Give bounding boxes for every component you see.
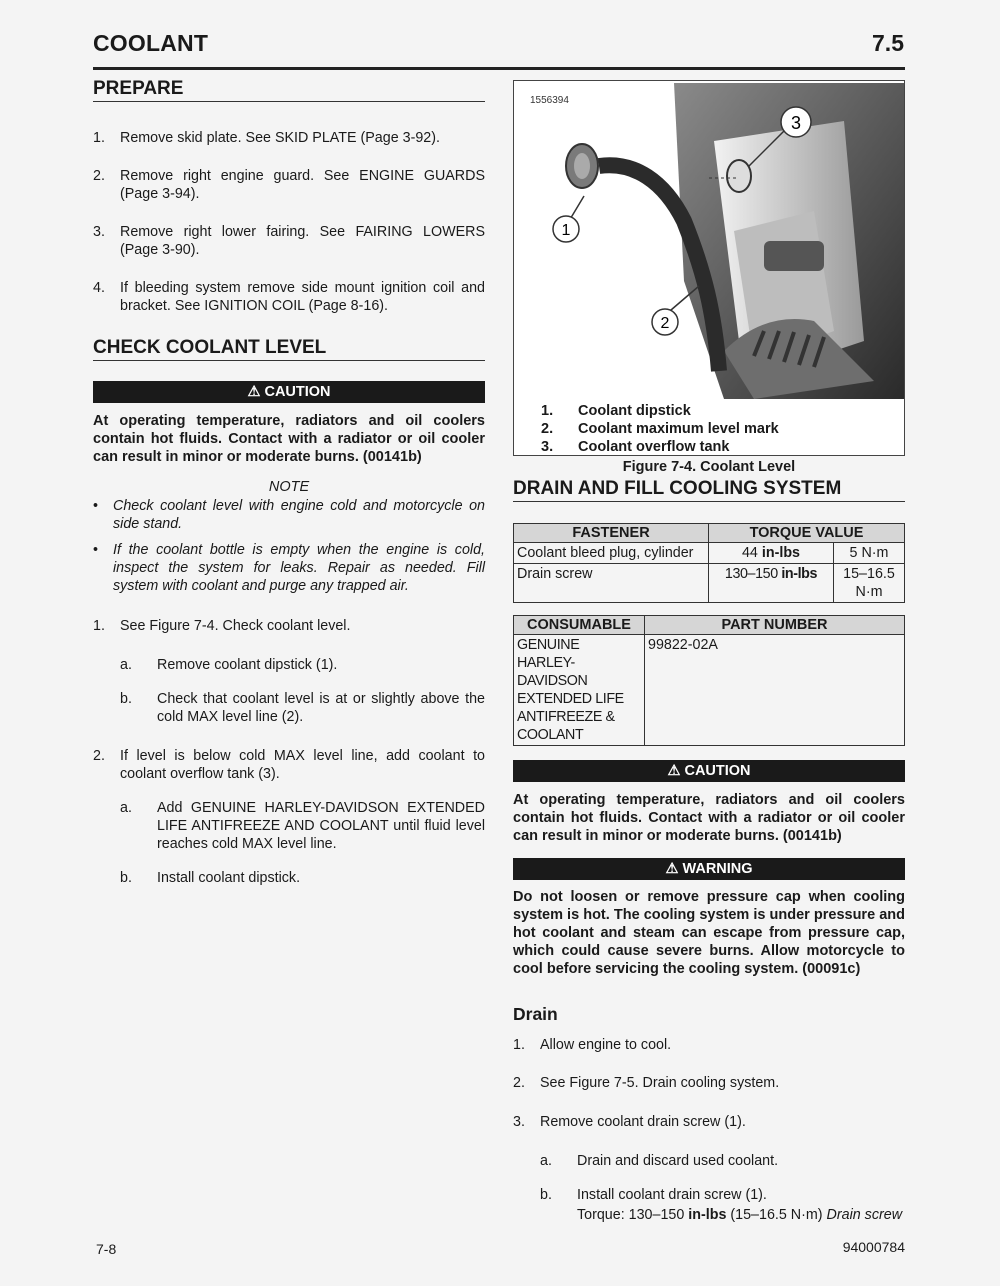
- drain-step-3: [513, 1113, 905, 1131]
- coolant-level-figure: [513, 80, 905, 456]
- caution-bar: ⚠ CAUTION: [513, 760, 905, 782]
- torque-value: 130–150: [724, 566, 778, 582]
- step-text: If level is below cold MAX level line, add coolant to coolant overflow tank (3).: [120, 748, 485, 782]
- section-number: 7.5: [872, 30, 904, 56]
- check-step-2a: [93, 799, 485, 853]
- torque-prefix: Torque: 130–150: [577, 1207, 689, 1223]
- prepare-step-4: [93, 279, 485, 315]
- step-text: Remove right engine guard. See ENGINE GUARDS (Page 3-94).: [120, 168, 485, 202]
- caution-text: At operating temperature, radiators and oil coolers contain hot fluids. Contact with a radiator or oil cooler can result in minor or moderate burns. (00141b): [93, 413, 485, 465]
- check-step-1a: [93, 656, 485, 674]
- legend-number: 2.: [541, 421, 554, 437]
- check-step-2b: [93, 869, 485, 887]
- callout-1-label: 1: [561, 222, 571, 239]
- table-header-row: [514, 616, 905, 635]
- torque-unit: in-lbs: [761, 545, 800, 561]
- callout-3-label: 3: [790, 113, 802, 133]
- column-header: TORQUE VALUE: [709, 524, 905, 543]
- torque-spec: [513, 1206, 905, 1224]
- note-text: If the coolant bottle is empty when the engine is cold, inspect the system for leaks. Repair as needed. Fill system with coolant and purge any trapped air.: [113, 542, 485, 594]
- torque-metric: 5 N·m: [834, 543, 905, 564]
- header-rule: [93, 67, 905, 70]
- part-number: 99822-02A: [645, 635, 905, 746]
- prepare-step-2: [93, 167, 485, 203]
- torque-suffix: (15–16.5 N·m): [726, 1207, 827, 1223]
- callout-2-label: 2: [660, 315, 670, 332]
- fastener-name: Coolant bleed plug, cylinder: [514, 543, 709, 564]
- substep-text: Install coolant dipstick.: [157, 870, 301, 886]
- step-text: See Figure 7-4. Check coolant level.: [120, 618, 351, 634]
- document-number: 94000784: [842, 1239, 905, 1255]
- consumable-table: [513, 615, 905, 746]
- legend-number: 3.: [541, 439, 554, 455]
- prepare-step-1: [93, 129, 485, 147]
- torque-item: Drain screw: [826, 1207, 903, 1223]
- substep-letter: a.: [120, 800, 132, 816]
- callout-2: [652, 309, 678, 335]
- step-text: Remove skid plate. See SKID PLATE (Page 3-92).: [120, 130, 440, 146]
- legend-item-2: [514, 420, 904, 438]
- substep-letter: b.: [120, 691, 132, 707]
- legend-item-3: [514, 438, 904, 456]
- column-header: CONSUMABLE: [514, 616, 645, 635]
- bullet-icon: •: [93, 542, 99, 558]
- check-step-2: [93, 747, 485, 783]
- step-number: 4.: [93, 280, 105, 296]
- substep-letter: a.: [540, 1153, 552, 1169]
- note-bullet-1: [93, 497, 485, 533]
- drain-heading: Drain: [513, 1004, 558, 1024]
- step-text: Allow engine to cool.: [540, 1037, 672, 1053]
- substep-letter: b.: [540, 1187, 552, 1203]
- torque-imperial: [709, 564, 834, 603]
- caution-text: At operating temperature, radiators and oil coolers contain hot fluids. Contact with a radiator or oil cooler can result in minor or moderate burns. (00141b): [513, 792, 905, 844]
- check-step-1: [93, 617, 485, 635]
- step-number: 3.: [93, 224, 105, 240]
- legend-number: 1.: [541, 403, 554, 419]
- substep-text: Install coolant drain screw (1).: [577, 1187, 767, 1203]
- right-column: [513, 80, 905, 1224]
- substep-text: Add GENUINE HARLEY-DAVIDSON EXTENDED LIFE ANTIFREEZE AND COOLANT until fluid level reaches cold MAX level line.: [157, 800, 485, 852]
- drain-fill-heading: DRAIN AND FILL COOLING SYSTEM: [513, 478, 905, 502]
- legend-item-1: [514, 402, 904, 420]
- page-title: COOLANT: [93, 30, 209, 56]
- column-header: FASTENER: [514, 524, 709, 543]
- step-number: 2.: [93, 168, 105, 184]
- bullet-icon: •: [93, 498, 99, 514]
- torque-metric: 15–16.5 N·m: [834, 564, 905, 603]
- note-text: Check coolant level with engine cold and motorcycle on side stand.: [113, 498, 485, 532]
- consumable-name-line: EXTENDED LIFE: [517, 691, 624, 707]
- torque-imperial: [709, 543, 834, 564]
- warning-text: Do not loosen or remove pressure cap when cooling system is hot. The cooling system is under pressure and hot coolant and steam can escape from pressure cap, which could cause severe burns. Allow motorcycle to cool before servicing the cooling system. (00091c): [513, 889, 905, 977]
- prepare-step-3: [93, 223, 485, 259]
- substep-text: Drain and discard used coolant.: [577, 1153, 779, 1169]
- torque-unit: in-lbs: [688, 1207, 727, 1223]
- drain-step-3a: [513, 1152, 905, 1170]
- step-number: 1.: [93, 618, 105, 634]
- step-text: Remove coolant drain screw (1).: [540, 1114, 746, 1130]
- legend-text: Coolant maximum level mark: [578, 421, 779, 437]
- check-step-1b: [93, 690, 485, 726]
- figure-legend: [514, 402, 904, 456]
- step-number: 1.: [513, 1037, 525, 1053]
- step-number: 2.: [513, 1075, 525, 1091]
- legend-text: Coolant overflow tank: [578, 439, 730, 455]
- note-bullet-2: [93, 541, 485, 595]
- step-number: 1.: [93, 130, 105, 146]
- column-header: PART NUMBER: [645, 616, 905, 635]
- step-text: See Figure 7-5. Drain cooling system.: [540, 1075, 780, 1091]
- step-text: If bleeding system remove side mount ignition coil and bracket. See IGNITION COIL (Page 8-16).: [120, 280, 485, 314]
- consumable-name: [514, 635, 645, 746]
- drain-step-2: [513, 1074, 905, 1092]
- fastener-name: Drain screw: [514, 564, 709, 603]
- figure-id: 1556394: [530, 95, 569, 106]
- consumable-name-line: ANTIFREEZE &: [517, 709, 615, 725]
- consumable-name-line: HARLEY-DAVIDSON: [517, 655, 588, 689]
- coolant-tank-illustration: [514, 81, 904, 399]
- caution-bar: ⚠ CAUTION: [93, 381, 485, 403]
- note-title: NOTE: [268, 479, 310, 495]
- torque-unit: in-lbs: [781, 566, 818, 582]
- substep-text: Check that coolant level is at or slightly above the cold MAX level line (2).: [157, 691, 485, 725]
- substep-text: Remove coolant dipstick (1).: [157, 657, 338, 673]
- page-number: 7-8: [96, 1241, 117, 1257]
- callout-3: [781, 107, 811, 137]
- figure-caption: Figure 7-4. Coolant Level: [622, 459, 796, 475]
- step-text: Remove right lower fairing. See FAIRING LOWERS (Page 3-90).: [120, 224, 485, 258]
- substep-letter: b.: [120, 870, 132, 886]
- warning-bar: ⚠ WARNING: [513, 858, 905, 880]
- drain-step-3b: [513, 1186, 905, 1204]
- torque-value: 44: [741, 545, 758, 561]
- check-coolant-heading: CHECK COOLANT LEVEL: [93, 337, 485, 361]
- prepare-heading: PREPARE: [93, 78, 485, 102]
- drain-step-1: [513, 1036, 905, 1054]
- table-row: [514, 635, 905, 746]
- consumable-name-line: GENUINE: [517, 637, 580, 653]
- legend-text: Coolant dipstick: [578, 403, 691, 419]
- table-header-row: [514, 524, 905, 543]
- table-row: [514, 543, 905, 564]
- step-number: 2.: [93, 748, 105, 764]
- fastener-table: [513, 523, 905, 603]
- step-number: 3.: [513, 1114, 525, 1130]
- consumable-name-line: COOLANT: [517, 727, 584, 743]
- table-row: [514, 564, 905, 603]
- left-column: [93, 78, 485, 887]
- callout-1: [553, 216, 579, 242]
- substep-letter: a.: [120, 657, 132, 673]
